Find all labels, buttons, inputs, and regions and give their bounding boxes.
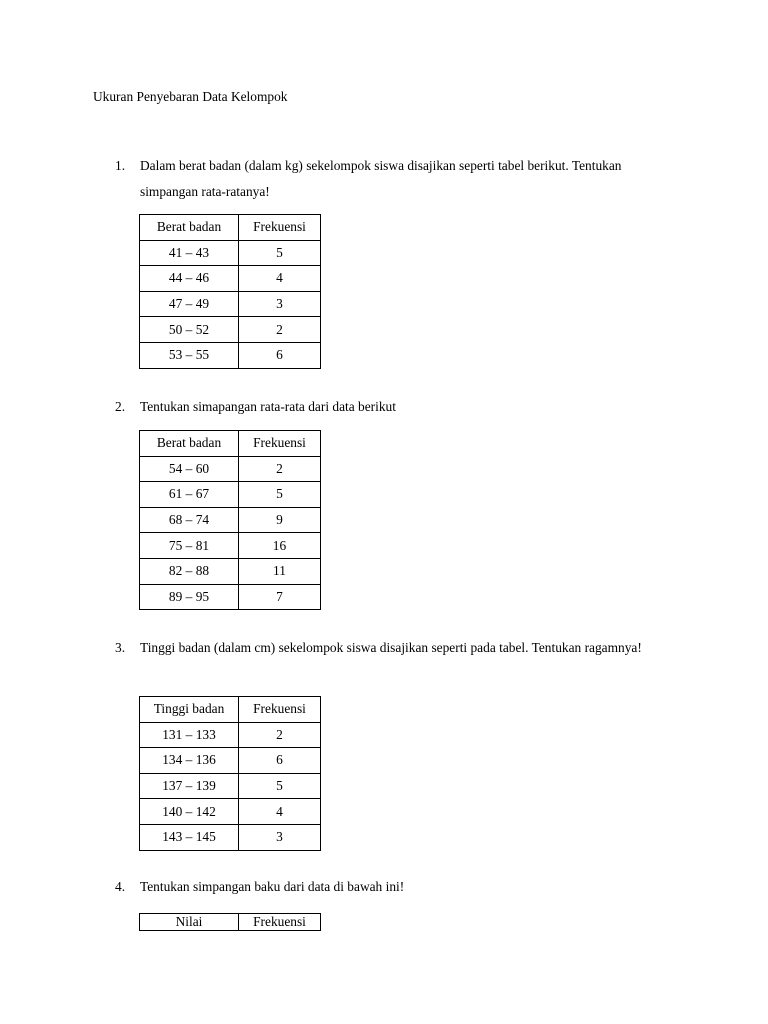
question-text: Tentukan simapangan rata-rata dari data berikut — [140, 399, 396, 414]
question-number: 4. — [115, 879, 126, 894]
table-row — [140, 317, 321, 343]
table-cell: 11 — [239, 558, 321, 584]
table-cell: 41 – 43 — [140, 240, 239, 266]
question-text: Dalam berat badan (dalam kg) sekelompok siswa disajikan seperti tabel berikut. Tentukan simpangan rata-ratanya! — [140, 158, 622, 199]
table-row — [140, 482, 321, 508]
frequency-table-1 — [139, 214, 321, 369]
table-header-cell: Berat badan — [140, 215, 239, 241]
table-cell: 16 — [239, 533, 321, 559]
table-cell: 6 — [239, 748, 321, 774]
table-header-row — [140, 914, 321, 931]
table-cell: 2 — [239, 317, 321, 343]
table-row — [140, 799, 321, 825]
table-cell: 3 — [239, 824, 321, 850]
frequency-table-4 — [139, 913, 321, 931]
table-row — [140, 266, 321, 292]
table-cell: 82 – 88 — [140, 558, 239, 584]
table-cell: 6 — [239, 342, 321, 368]
table-row — [140, 722, 321, 748]
question-number: 1. — [115, 158, 126, 173]
frequency-table-2 — [139, 430, 321, 610]
frequency-table-3 — [139, 696, 321, 851]
table-header-cell: Frekuensi — [239, 215, 321, 241]
table-cell: 4 — [239, 266, 321, 292]
table-cell: 44 – 46 — [140, 266, 239, 292]
question-number: 2. — [115, 399, 126, 414]
table-cell: 89 – 95 — [140, 584, 239, 610]
table-row — [140, 507, 321, 533]
table-cell: 9 — [239, 507, 321, 533]
table-header-cell: Frekuensi — [239, 697, 321, 723]
table-cell: 3 — [239, 291, 321, 317]
question-text: Tentukan simpangan baku dari data di bawah ini! — [140, 879, 405, 894]
table-header-cell: Tinggi badan — [140, 697, 239, 723]
table-row — [140, 773, 321, 799]
table-row — [140, 824, 321, 850]
table-cell: 75 – 81 — [140, 533, 239, 559]
table-cell: 7 — [239, 584, 321, 610]
table-row — [140, 533, 321, 559]
table-cell: 140 – 142 — [140, 799, 239, 825]
table-cell: 134 – 136 — [140, 748, 239, 774]
table-cell: 47 – 49 — [140, 291, 239, 317]
table-cell: 54 – 60 — [140, 456, 239, 482]
table-row — [140, 342, 321, 368]
table-cell: 2 — [239, 456, 321, 482]
table-header-cell: Nilai — [140, 914, 239, 931]
table-cell: 5 — [239, 773, 321, 799]
table-cell: 53 – 55 — [140, 342, 239, 368]
table-row — [140, 748, 321, 774]
table-row — [140, 291, 321, 317]
table-row — [140, 456, 321, 482]
question-text: Tinggi badan (dalam cm) sekelompok siswa disajikan seperti pada tabel. Tentukan ragamnya! — [140, 640, 642, 655]
table-header-row — [140, 215, 321, 241]
table-cell: 4 — [239, 799, 321, 825]
page-title: Ukuran Penyebaran Data Kelompok — [93, 89, 288, 104]
table-cell: 131 – 133 — [140, 722, 239, 748]
table-row — [140, 584, 321, 610]
table-header-cell: Frekuensi — [239, 431, 321, 457]
table-cell: 137 – 139 — [140, 773, 239, 799]
table-cell: 2 — [239, 722, 321, 748]
table-cell: 5 — [239, 482, 321, 508]
table-header-row — [140, 697, 321, 723]
table-row — [140, 240, 321, 266]
table-cell: 61 – 67 — [140, 482, 239, 508]
table-cell: 5 — [239, 240, 321, 266]
table-cell: 50 – 52 — [140, 317, 239, 343]
table-header-cell: Berat badan — [140, 431, 239, 457]
table-cell: 68 – 74 — [140, 507, 239, 533]
table-header-cell: Frekuensi — [239, 914, 321, 931]
table-row — [140, 558, 321, 584]
table-header-row — [140, 431, 321, 457]
table-cell: 143 – 145 — [140, 824, 239, 850]
question-number: 3. — [115, 640, 126, 655]
